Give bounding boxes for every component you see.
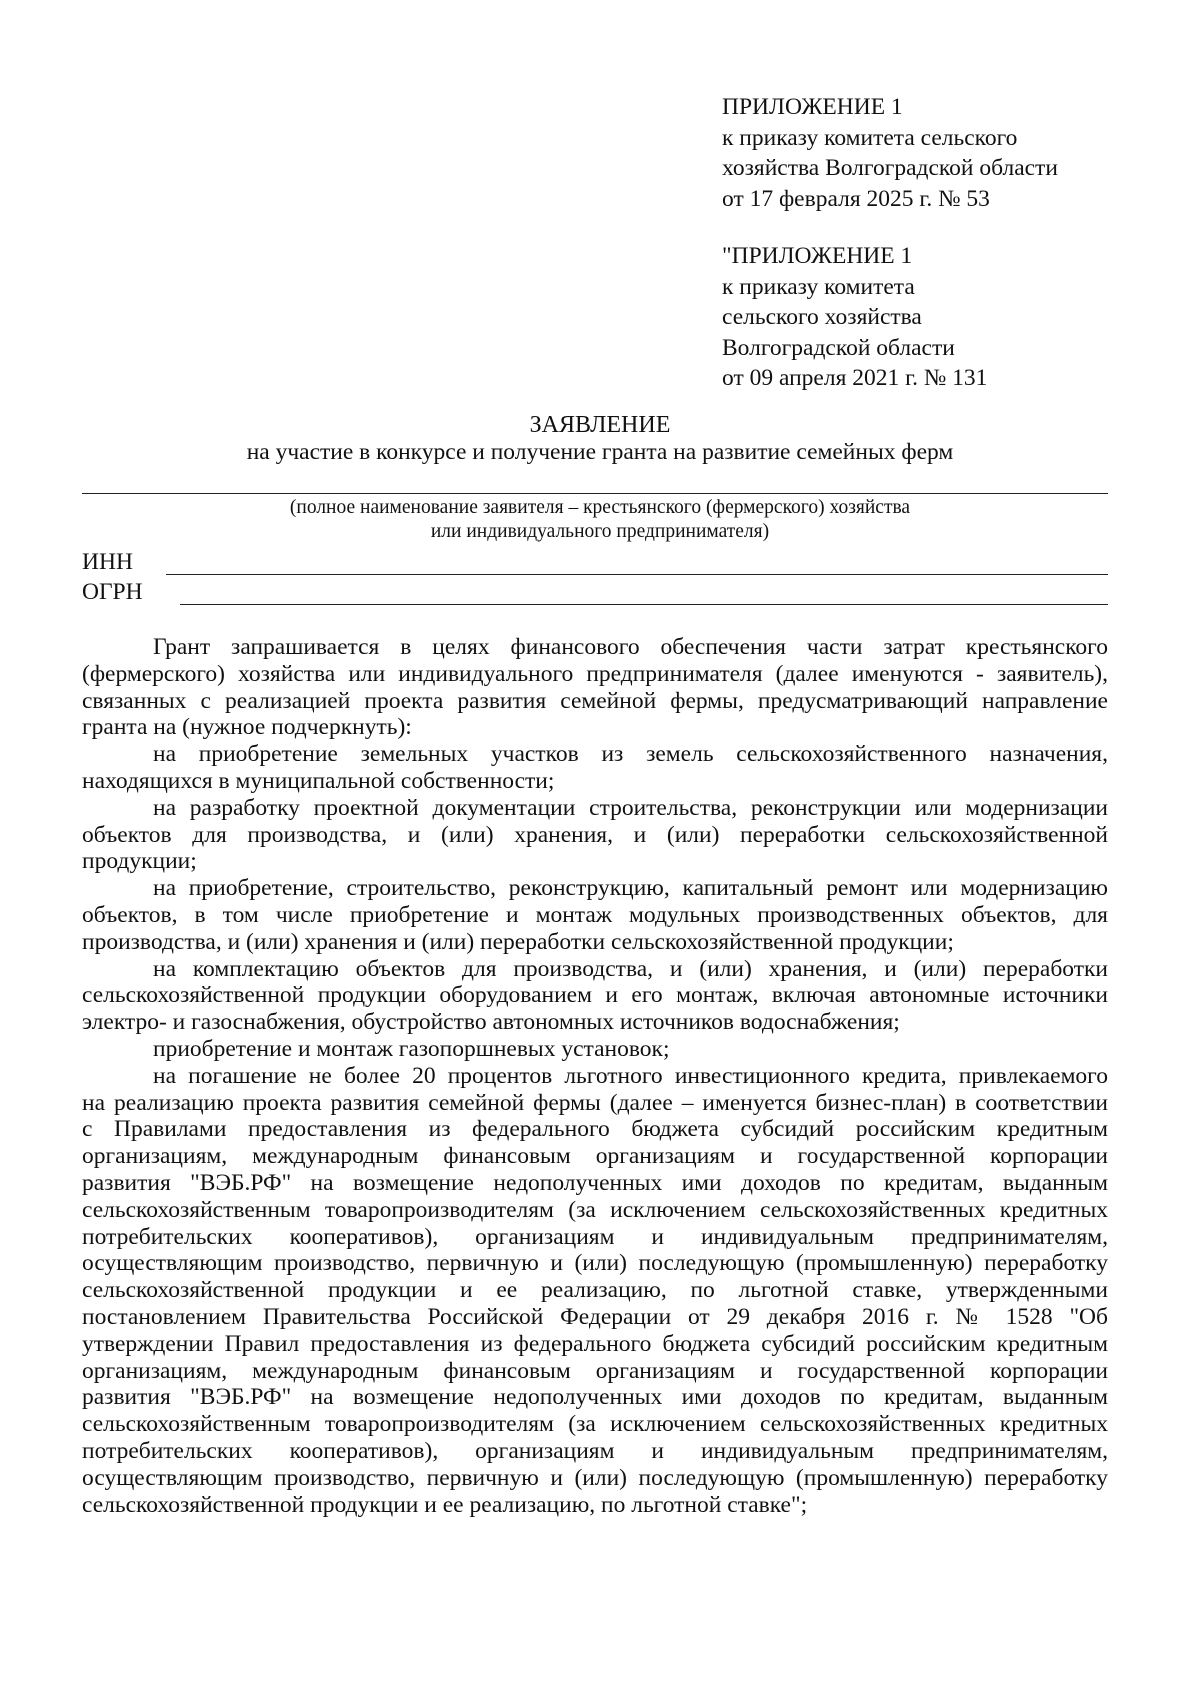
- ogrn-label: ОГРН: [82, 579, 143, 605]
- body-text-line: осуществляющим производство, первичную и (или) последующую (промышленную) переработку: [82, 1250, 1108, 1277]
- body-text-line: утверждении Правил предоставления из федерального бюджета субсидий российским кредитным: [82, 1330, 1108, 1357]
- body-text-line: на приобретение, строительство, реконструкцию, капитальный ремонт или модернизацию: [153, 875, 1108, 902]
- appendix-line: от 09 апреля 2021 г. № 131: [722, 365, 988, 391]
- applicant-name-line: [82, 493, 1108, 494]
- body-text-line: развития "ВЭБ.РФ" на возмещение недополученных ими доходов по кредитам, выданным: [82, 1169, 1108, 1196]
- appendix-line: к приказу комитета: [722, 273, 915, 300]
- appendix-line: хозяйства Волгоградской области: [722, 155, 1058, 181]
- body-text-line: потребительских кооперативов), организациям и индивидуальным предпринимателям,: [82, 1437, 1108, 1464]
- body-text-line: развития "ВЭБ.РФ" на возмещение недополученных ими доходов по кредитам, выданным: [82, 1384, 1108, 1411]
- body-text-line: находящихся в муниципальной собственности;: [82, 767, 555, 794]
- body-text-line: постановлением Правительства Российской Федерации от 29 декабря 2016 г. № 1528 "Об: [82, 1303, 1108, 1330]
- document-subtitle: на участие в конкурсе и получение гранта на развитие семейных ферм: [246, 439, 954, 465]
- appendix-line: ПРИЛОЖЕНИЕ 1: [722, 94, 903, 120]
- body-text-line: сельскохозяйственной продукции оборудованием и его монтаж, включая автономные источники: [82, 982, 1108, 1009]
- appendix-line: от 17 февраля 2025 г. № 53: [722, 185, 990, 212]
- applicant-caption-line: или индивидуального предпринимателя): [430, 521, 770, 542]
- appendix-header-previous: [722, 241, 987, 394]
- body-text-line: организациям, международным финансовым организациям и государственной корпорации: [82, 1143, 1108, 1170]
- body-text-line: на разработку проектной документации строительства, реконструкции или модернизации: [153, 794, 1108, 821]
- body-text-line: организациям, международным финансовым организациям и государственной корпорации: [82, 1357, 1108, 1384]
- body-text-line: приобретение и монтаж газопоршневых установок;: [153, 1035, 670, 1062]
- appendix-header-current: [722, 92, 1058, 214]
- body-text-line: Грант запрашивается в целях финансового обеспечения части затрат крестьянского: [153, 634, 1108, 660]
- applicant-caption-line: (полное наименование заявителя – крестьянского (фермерского) хозяйства: [289, 497, 911, 518]
- inn-label: ИНН: [82, 549, 133, 575]
- body-text-line: гранта на (нужное подчеркнуть):: [82, 714, 412, 741]
- body-text-line: связанных с реализацией проекта развития семейной фермы, предусматривающий направление: [82, 687, 1108, 714]
- body-text-line: на приобретение земельных участков из земель сельскохозяйственного назначения,: [153, 741, 1108, 768]
- body-text-line: на реализацию проекта развития семейной фермы (далее – именуется бизнес-план) в соответствии: [82, 1089, 1108, 1116]
- body-text-line: осуществляющим производство, первичную и (или) последующую (промышленную) переработку: [82, 1464, 1108, 1491]
- appendix-line: сельского хозяйства: [722, 304, 922, 330]
- body-text-line: сельскохозяйственным товаропроизводителям (за исключением сельскохозяйственных кредитных: [82, 1411, 1108, 1438]
- appendix-line: "ПРИЛОЖЕНИЕ 1: [722, 243, 913, 269]
- inn-fill-line: [166, 574, 1108, 575]
- body-text-line: сельскохозяйственной продукции и ее реализацию, по льготной ставке";: [82, 1491, 808, 1518]
- body-text-line: объектов, в том числе приобретение и монтаж модульных производственных объектов, для: [82, 901, 1108, 928]
- document-title: ЗАЯВЛЕНИЕ: [529, 412, 671, 438]
- body-text-line: сельскохозяйственной продукции и ее реализацию, по льготной ставке, утвержденными: [82, 1277, 1108, 1304]
- body-text-line: потребительских кооперативов), организациям и индивидуальным предпринимателям,: [82, 1223, 1108, 1250]
- ogrn-fill-line: [180, 604, 1108, 605]
- body-text-line: сельскохозяйственным товаропроизводителям (за исключением сельскохозяйственных кредитных: [82, 1196, 1108, 1223]
- body-text-line: электро- и газоснабжения, обустройство автономных источников водоснабжения;: [82, 1009, 900, 1036]
- body-text-line: (фермерского) хозяйства или индивидуального предпринимателя (далее именуются - заявитель),: [82, 660, 1108, 687]
- appendix-line: к приказу комитета сельского: [722, 124, 1018, 151]
- body-text-line: на комплектацию объектов для производства, и (или) хранения, и (или) переработки: [153, 955, 1108, 982]
- body-text-line: на погашение не более 20 процентов льготного инвестиционного кредита, привлекаемого: [153, 1062, 1108, 1089]
- body-text-line: производства, и (или) хранения и (или) переработки сельскохозяйственной продукции;: [82, 928, 954, 955]
- body-text-line: с Правилами предоставления из федерального бюджета субсидий российским кредитным: [82, 1116, 1108, 1143]
- body-text: [82, 634, 1108, 1518]
- body-text-line: объектов для производства, и (или) хранения, и (или) переработки сельскохозяйственной: [82, 821, 1108, 848]
- body-text-line: продукции;: [82, 848, 197, 875]
- appendix-line: Волгоградской области: [722, 334, 955, 361]
